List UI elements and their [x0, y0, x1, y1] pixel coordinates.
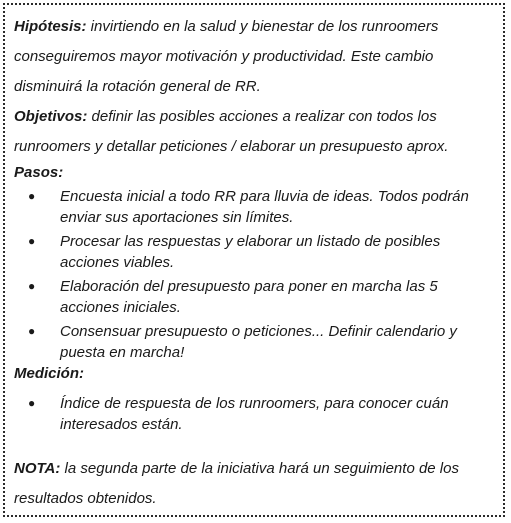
medicion-list — [14, 393, 493, 435]
list-item — [14, 276, 493, 318]
list-item-text: Encuesta inicial a todo RR para lluvia de ideas. Todos podrán enviar sus aportaciones sin límites. — [60, 188, 469, 226]
list-item — [14, 321, 493, 363]
dotted-frame — [3, 3, 505, 517]
nota-text: la segunda parte de la iniciativa hará un seguimiento de los resultados obtenidos. — [14, 460, 459, 507]
list-item-text: Consensuar presupuesto o peticiones... Definir calendario y puesta en marcha! — [60, 323, 457, 361]
list-item-text: Procesar las respuestas y elaborar un listado de posibles acciones viables. — [60, 233, 441, 271]
list-item — [14, 393, 493, 435]
bullet-icon: ● — [28, 234, 36, 248]
pasos-list — [14, 186, 493, 363]
list-item — [14, 186, 493, 228]
hipotesis-text: invirtiendo en la salud y bienestar de los runroomers conseguiremos mayor motivación y productividad. Este cambio disminuirá la rotación general de RR. — [14, 18, 439, 95]
hipotesis-label: Hipótesis: — [14, 18, 87, 35]
nota-label: NOTA: — [14, 460, 61, 477]
list-item-text: Índice de respuesta de los runroomers, para conocer cuán interesados están. — [60, 395, 449, 433]
objetivos-label: Objetivos: — [14, 108, 88, 125]
bullet-icon: ● — [28, 324, 36, 338]
bullet-icon: ● — [28, 189, 36, 203]
objetivos-paragraph — [14, 102, 493, 162]
nota-paragraph — [14, 454, 493, 514]
bullet-icon: ● — [28, 396, 36, 410]
list-item-text: Elaboración del presupuesto para poner en marcha las 5 acciones iniciales. — [60, 278, 438, 316]
medicion-label: Medición: — [14, 365, 84, 382]
document-body — [14, 12, 493, 514]
pasos-label: Pasos: — [14, 164, 64, 181]
objetivos-text: definir las posibles acciones a realizar con todos los runroomers y detallar peticiones / elaborar un presupuesto aprox. — [14, 108, 449, 155]
hipotesis-paragraph — [14, 12, 493, 102]
bullet-icon: ● — [28, 279, 36, 293]
list-item — [14, 231, 493, 273]
